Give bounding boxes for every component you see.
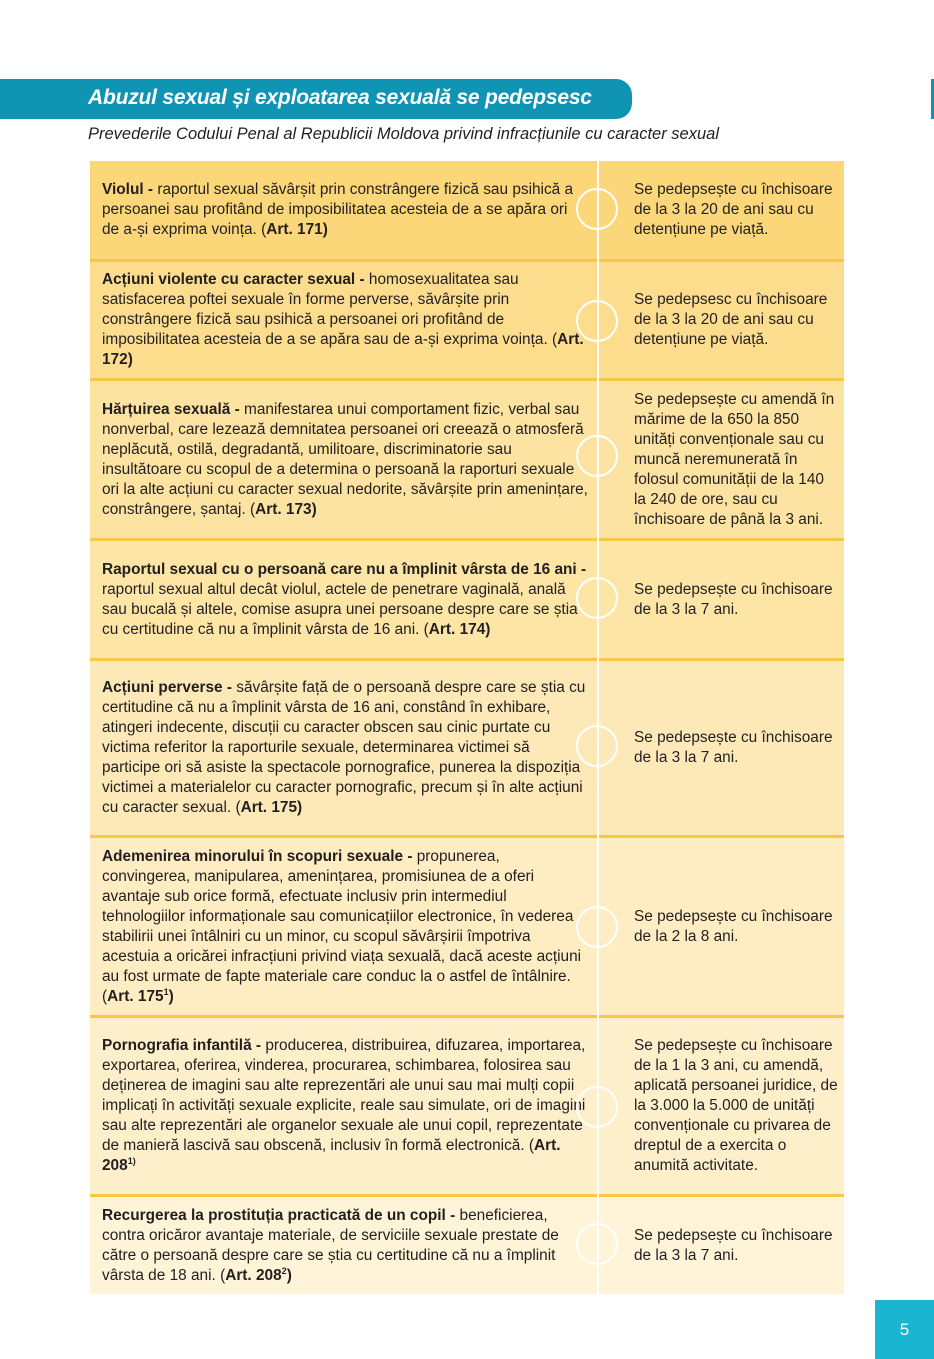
article-close: ) [168, 987, 174, 1005]
timeline-circle [576, 906, 618, 948]
article-close: ) [322, 221, 328, 238]
offense-name: Acțiuni perverse [102, 679, 223, 696]
offense-dash: - [143, 181, 158, 198]
timeline-circle [576, 188, 618, 230]
timeline-circle [576, 300, 618, 342]
offense-dash: - [230, 400, 245, 418]
article-close: ) [297, 799, 303, 816]
article-sup: 1 [163, 986, 169, 997]
timeline-circle [576, 725, 618, 767]
penalty-cell [634, 262, 838, 378]
penalty-cell [634, 1018, 838, 1194]
offense-dash: - [222, 679, 237, 696]
article-ref: Art. 174 [428, 620, 486, 638]
page-subtitle: Prevederile Codului Penal al Republicii Moldova privind infracțiunile cu caracter sexual [88, 125, 719, 143]
offense-description: producerea, distribuirea, difuzarea, importarea, exportarea, oferirea, vinderea, procurarea, schimbarea, folosirea sau deținerea de imagini sau alte reprezentări ale unui sau mai mulți copii implicați în activități sexuale explicite, reale sau simulate, ori de imagini sau alte reprezentări ale organelor sexuale ale unui copil, reprezentate de manieră lascivă sau obscenă, inclusiv în formă electronică. ( [102, 1037, 586, 1154]
penalty-cell [634, 1197, 838, 1294]
offense-cell [102, 1197, 588, 1294]
penalty-text: Se pedepsește cu închisoare de la 3 la 7 ani. [634, 1226, 833, 1264]
table-row [90, 161, 844, 259]
offense-name: Acțiuni violente cu caracter sexual [102, 271, 356, 288]
penalty-text: Se pedepsește cu amendă în mărime de la 650 la 850 unități convenționale sau cu muncă neremunerată în folosul comunității de la 140 la 240 de ore, sau cu închisoare de până la 3 ani. [634, 390, 835, 528]
penalty-cell [634, 661, 838, 835]
offense-name: Ademenirea minorului în scopuri sexuale [102, 847, 404, 865]
table-row [90, 259, 844, 378]
article-ref: Art. 171 [266, 221, 323, 238]
table-row [90, 1015, 844, 1194]
article-ref: Art. 172 [102, 331, 584, 368]
article-close: ) [127, 351, 133, 368]
offense-description: homosexualitatea sau satisfacerea poftei sexuale în forme perverse, săvârșite prin constrângere fizică sau psihică a persoanei ori profitând de imposibilitatea acesteia de a se apăra sau de a-și exprima voința. ( [102, 271, 558, 348]
offense-cell [102, 161, 588, 259]
offense-dash: - [403, 847, 417, 865]
penalty-text: Se pedepsește cu închisoare de la 2 la 8 ani. [634, 907, 833, 945]
page-title: Abuzul sexual și exploatarea sexuală se pedepsesc [88, 86, 592, 109]
offenses-table [90, 161, 844, 1294]
offense-dash: - [251, 1037, 266, 1054]
timeline-circle [576, 435, 618, 477]
offense-description: raportul sexual altul decât violul, actele de penetrare vaginală, anală sau bucală și altele, comise asupra unei persoane despre care se știa cu certitudine că nu a împlinit vârsta de 16 ani. ( [102, 580, 578, 638]
table-row [90, 658, 844, 835]
table-row [90, 378, 844, 538]
article-ref: Art. 175 [240, 799, 298, 816]
penalty-text: Se pedepsesc cu închisoare de la 3 la 20 de ani sau cu detențiune pe viață. [634, 291, 828, 348]
offense-cell [102, 838, 588, 1015]
offense-cell [102, 541, 588, 658]
offense-description: propunerea, convingerea, manipularea, amenințarea, promisiunea de a oferi avantaje sub orice formă, efectuate inclusiv prin intermediul tehnologiilor informaționale sau comunicațiilor electronice, în vederea stabilirii unei întâlniri cu un minor, cu scopul săvârșirii împotriva acestuia a oricărei infracțiuni privind viața sexuală, dacă aceste acțiuni au fost urmate de fapte materiale care conduc la o astfel de întâlnire. ( [102, 847, 582, 1005]
offense-name: Recurgerea la prostituția practicată de un copil [102, 1206, 446, 1224]
article-close: ) [311, 500, 317, 518]
offense-dash: - [576, 560, 587, 578]
offense-name: Raportul sexual cu o persoană care nu a împlinit vârsta de 16 ani [102, 560, 577, 578]
table-row [90, 538, 844, 658]
offense-cell [102, 1018, 588, 1194]
offense-cell [102, 661, 588, 835]
timeline-circle [576, 1086, 618, 1128]
offense-name: Hărțuirea sexuală [102, 400, 231, 418]
offense-name: Violul [102, 181, 144, 198]
offense-description: săvârșite față de o persoană despre care se știa cu certitudine că nu a împlinit vârsta de 16 ani, constând în exhibare, atingeri indecente, discuții cu caracter obscen sau cinic purtate cu victima referitor la raporturile sexuale, determinarea victimei să participe ori să asiste la spectacole pornografice, punerea la dispoziția victimei a materialelor cu caracter pornografic, precum și în alte acțiuni cu caracter sexual. ( [102, 679, 586, 816]
offense-cell [102, 262, 588, 378]
offense-description: beneficierea, contra oricăror avantaje materiale, de serviciile sexuale prestate de către o persoană despre care se știa cu certitudine că nu a împlinit vârsta de 18 ani. ( [102, 1206, 559, 1284]
timeline-circle [576, 577, 618, 619]
article-ref: Art. 208 [102, 1137, 561, 1174]
penalty-text: Se pedepsește cu închisoare de la 1 la 3 ani, cu amendă, aplicată persoanei juridice, de la 3.000 la 5.000 de unități convenționale cu privarea de dreptul de a exercita o anumită activitate. [634, 1037, 838, 1174]
penalty-cell [634, 381, 838, 538]
offense-cell [102, 381, 588, 538]
penalty-cell [634, 541, 838, 658]
offense-name: Pornografia infantilă [102, 1037, 252, 1054]
article-close: ) [286, 1266, 292, 1284]
offense-dash: - [445, 1206, 460, 1224]
penalty-cell [634, 161, 838, 259]
article-ref: Art. 208 [225, 1266, 282, 1284]
offense-dash: - [355, 271, 369, 288]
offense-description: raportul sexual săvârșit prin constrângere fizică sau psihică a persoanei sau profitând de imposibilitatea acesteia de a se apăra ori de a-și exprima voința. ( [102, 181, 574, 238]
penalty-text: Se pedepsește cu închisoare de la 3 la 20 de ani sau cu detențiune pe viață. [634, 181, 833, 238]
article-sup: 2 [281, 1265, 287, 1276]
penalty-text: Se pedepsește cu închisoare de la 3 la 7 ani. [634, 729, 833, 766]
table-row [90, 1194, 844, 1294]
penalty-text: Se pedepsește cu închisoare de la 3 la 7 ani. [634, 580, 833, 618]
page-number: 5 [875, 1300, 934, 1359]
offense-description: manifestarea unui comportament fizic, verbal sau nonverbal, care lezează demnitatea persoanei ori creează o atmosferă neplăcută, ostilă, degradantă, umilitoare, discriminatorie sau insultătoare cu scopul de a determina o persoană la raporturi sexuale ori la alte acțiuni cu caracter sexual nedorite, săvârșite prin amenințare, constrângere, șantaj. ( [102, 400, 588, 518]
article-close: ) [485, 620, 491, 638]
article-ref: Art. 173 [255, 500, 312, 518]
table-row [90, 835, 844, 1015]
article-sup: 1) [127, 1155, 136, 1166]
timeline-circle [576, 1223, 618, 1265]
article-ref: Art. 175 [107, 987, 164, 1005]
penalty-cell [634, 838, 838, 1015]
